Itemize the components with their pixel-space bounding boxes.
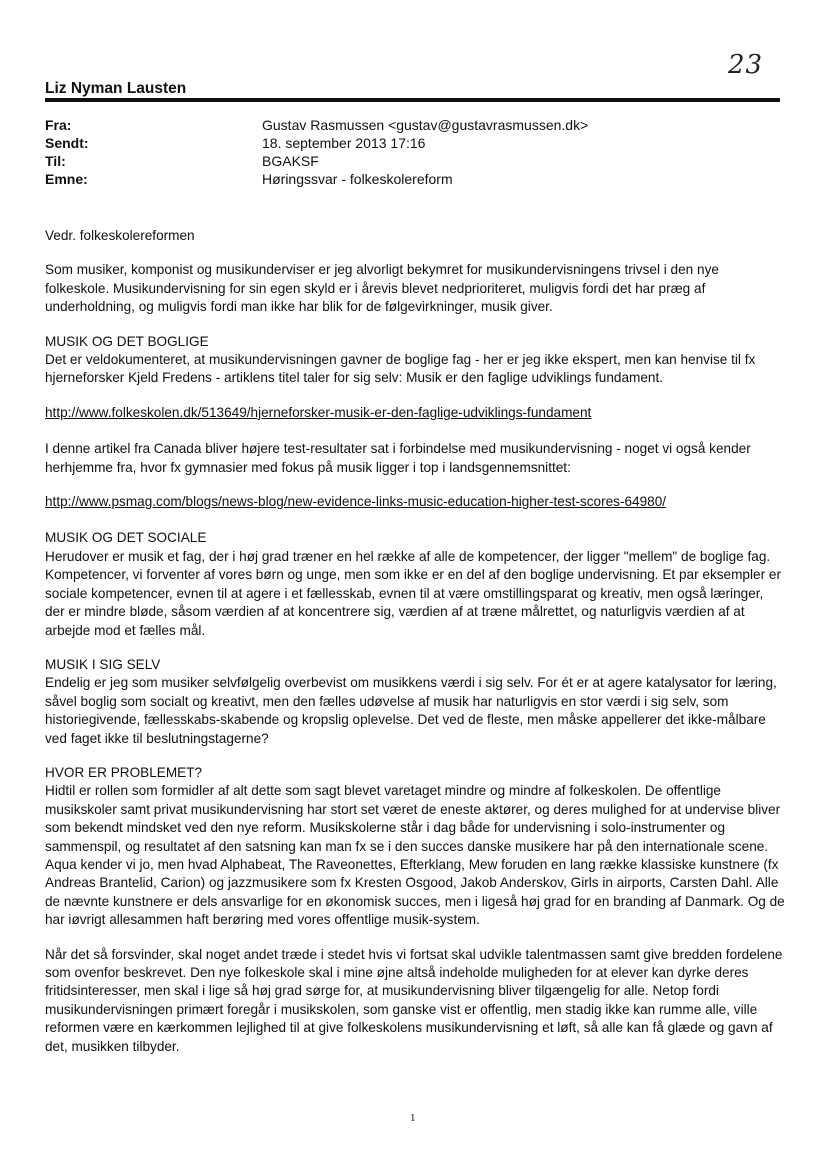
section-boglige-text: Det er veldokumenteret, at musikundervisningen gavner de boglige fag - her er jeg ikke ekspert, men kan henvise til fx hjerneforsker Kjeld Fredens - artiklens titel taler for sig selv: Musik er den faglige udviklings fundament. [45,352,756,386]
sent-label: Sendt: [45,135,89,151]
section-heading-sig-selv: MUSIK I SIG SELV [45,656,161,672]
link-psmag[interactable]: http://www.psmag.com/blogs/news-blog/new-evidence-links-music-education-higher-test-scores-64980/ [45,494,667,510]
email-body [45,227,785,1072]
section-heading-problemet: HVOR ER PROBLEMET? [45,764,203,780]
section-sociale-text: Herudover er musik et fag, der i høj grad træner en hel række af alle de kompetencer, der ligger "mellem" de boglige fag. Kompetencer, vi forventer af vores børn og unge, men som ikke er en del af den boglige undervisning. Et par eksempler er sociale kompetencer, evnen til at agere i et fællesskab, evnen til at være omstillingsparat og kreativ, men også læringer, der er mindre bløde, såsom værdien af at koncentrere sig, værdien af at træne målrettet, og naturligvis værdien af at arbejde mod et fælles mål. [45,548,781,638]
closing-paragraph: Når det så forsvinder, skal noget andet træde i stedet hvis vi fortsat skal udvikle talentmassen samt give bredden fordelene som ovenfor beskrevet. Den nye folkeskole skal i mine øjne altså indeholde muligheden for at elever kan dyrke deres fritidsinteresser, men skal i lige så høj grad sørge for, at musikundervisning bliver tilgængelig for alle. Netop fordi musikundervisningen primært foregår i musikskolen, som ganske vist er offentlig, men stadig ikke kan rumme alle, ville reformen være en kærkommen lejlighed til at give folkeskolens musikundervisning et løft, så alle kan få glæde og gavn af det, musikken tilbyder. [45,946,783,1054]
subject-label: Emne: [45,171,88,187]
subject-value: Høringssvar - folkeskolereform [262,171,453,187]
sent-value: 18. september 2013 17:16 [262,135,426,151]
header-row-from [45,117,588,135]
section-problemet-text: Hidtil er rollen som formidler af alt dette som sagt blevet varetaget mindre og mindre af folkeskolen. De offentlige musikskoler samt privat musikundervisning har stort set været de eneste aktører, og deres mulighed for at undervise bliver som bekendt mindsket ved den nye reform. Musikskolerne står i dag både for undervisning i solo-instrumenter og sammenspil, og resultatet af den satsning kan man fx se i den succes danske musikere har på den internationale scene. Aqua kender vi jo, men hvad Alphabeat, The Raveonettes, Efterklang, Mew foruden en lang række klassiske kunstnere (fx Andreas Brantelid, Carion) og jazzmusikere som fx Kresten Osgood, Jakob Anderskov, Girls in airports, Carsten Dahl. Alle de nævnte kunstnere er dels ansvarlige for en økonomisk succes, men i ligeså høj grad for en branding af Danmark. Og de har iøvrigt allesammen haft berøring med vores offentlige musik-system. [45,783,785,928]
section-heading-boglige: MUSIK OG DET BOGLIGE [45,333,209,349]
intro-paragraph: Som musiker, komponist og musikunderviser er jeg alvorligt bekymret for musikundervisningens trivsel i den nye folkeskole. Musikundervisning for sin egen skyld er i årevis blevet nedprioriteret, muligvis fordi det har præg af underholdning, og muligvis fordi man ikke har blik for de følgevirkninger, musik giver. [45,262,719,315]
greeting: Vedr. folkeskolereformen [45,228,195,243]
handwritten-page-number: 23 [728,50,764,80]
header-divider [45,98,780,102]
link-folkeskolen[interactable]: http://www.folkeskolen.dk/513649/hjerneforsker-musik-er-den-faglige-udviklings-fundament [45,404,592,420]
to-label: Til: [45,153,66,169]
mailbox-owner-name: Liz Nyman Lausten [45,80,187,97]
to-value: BGAKSF [262,153,319,169]
section-heading-sociale: MUSIK OG DET SOCIALE [45,530,207,546]
from-value: Gustav Rasmussen <gustav@gustavrasmussen.dk> [262,117,589,133]
email-header [45,117,588,189]
section-boglige-text-2: I denne artikel fra Canada bliver højere test-resultater sat i forbindelse med musikundervisning - noget vi også kender herhjemme fra, hvor fx gymnasier med fokus på musik ligger i top i landsgennemsnittet: [45,441,751,475]
from-label: Fra: [45,117,72,133]
header-row-sent [45,135,588,153]
header-row-to [45,153,588,171]
section-sig-selv-text: Endelig er jeg som musiker selvfølgelig overbevist om musikkens værdi i sig selv. For ét er at agere katalysator for læring, såvel boglig som socialt og kreativt, men den fælles udøvelse af musik har naturligvis en stor værdi i sig selv, som historiegivende, fællesskabs-skabende og kropslig oplevelse. Det ved de fleste, men måske appellerer det ikke-målbare ved faget ikke til beslutningstagerne? [45,675,777,746]
footer-page-number: 1 [410,1112,416,1124]
header-row-subject [45,171,588,189]
